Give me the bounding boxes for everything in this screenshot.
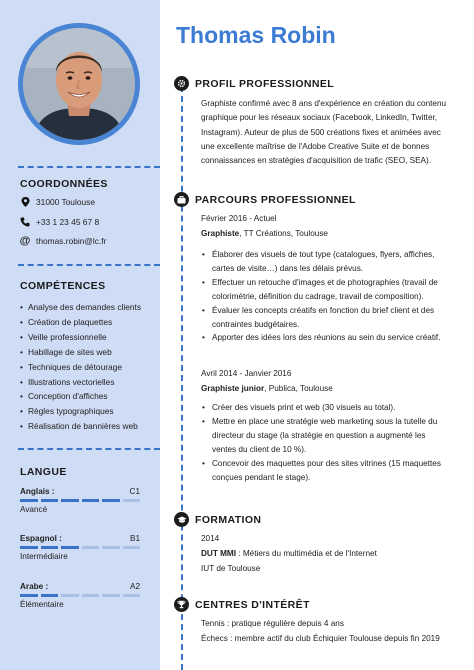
sidebar-divider: [18, 166, 160, 168]
skills-list: [20, 300, 141, 434]
language-level-segment: [61, 546, 79, 549]
language-level: Intermédiaire: [20, 552, 68, 561]
skill-item: • Veille professionnelle: [20, 330, 141, 345]
language-level-segment: [41, 594, 59, 597]
language-level-segment: [102, 546, 120, 549]
language-level-segment: [20, 546, 38, 549]
interest-item: Échecs : membre actif du club Échiquier Toulouse depuis fin 2019: [201, 634, 440, 643]
skill-item: • Règles typographiques: [20, 404, 141, 419]
skill-item: • Analyse des demandes clients: [20, 300, 141, 315]
job-company: , Publica, Toulouse: [264, 384, 333, 393]
skill-item: • Habillage de sites web: [20, 345, 141, 360]
language-level-segment: [20, 594, 38, 597]
skill-item: • Techniques de détourage: [20, 360, 141, 375]
contact-email[interactable]: [20, 236, 106, 246]
contact-city-text: 31000 Toulouse: [36, 197, 95, 207]
language-level-bar: [20, 594, 140, 597]
contact-email-text[interactable]: thomas.robin@lc.fr: [36, 236, 107, 246]
at-sign-icon: @: [19, 235, 31, 247]
profile-text: Graphiste confirmé avec 8 ans d'expérience en création du contenu graphique pour les réseaux sociaux (Facebook, LinkedIn, Twitter, Instagram). Auteur de plus de 500 créations fixes et animées avec une excellente maîtrise de l'Adobe Creative Suite et de bonnes connaissances en stratégies d'acquisition de trafic (SEO, SEA).: [201, 99, 447, 166]
language-item: [20, 487, 140, 514]
language-level-segment: [61, 594, 79, 597]
phone-icon: [20, 217, 30, 227]
language-name: Arabe :: [20, 582, 49, 591]
skill-item: • Conception d'affiches: [20, 389, 141, 404]
job-bullet: • Élaborer des visuels de tout type (catalogues, flyers, affiches, cartes de visite…) dans les délais prévus.: [201, 248, 451, 276]
profile-photo: [23, 28, 135, 140]
job-bullet: • Effectuer un retouche d'images et de photographies (travail de colorimétrie, définition du cadrage, travail de composition).: [201, 276, 451, 304]
language-level: Avancé: [20, 505, 48, 514]
location-pin-icon: [20, 197, 30, 207]
skill-item: • Création de plaquettes: [20, 315, 141, 330]
job-role: Graphiste junior: [201, 384, 265, 393]
candidate-name: Thomas Robin: [176, 22, 336, 48]
language-level-bar: [20, 546, 140, 549]
gear-icon: [174, 76, 189, 91]
language-level-segment: [82, 499, 100, 502]
job-bullet: • Apporter des idées lors des réunions au sein du service créatif.: [201, 331, 451, 345]
job-company: , TT Créations, Toulouse: [239, 229, 328, 238]
job-header: [201, 382, 453, 396]
education-year: 2014: [201, 534, 220, 543]
trophy-icon: [174, 597, 189, 612]
interests-title: CENTRES D'INTÉRÊT: [195, 599, 310, 611]
sidebar-divider: [18, 448, 160, 450]
contact-title: COORDONNÉES: [20, 178, 108, 190]
sidebar: [0, 0, 160, 670]
contact-phone-text: +33 1 23 45 67 8: [36, 217, 100, 227]
sidebar-divider: [18, 264, 160, 266]
language-item: [20, 582, 140, 609]
education-degree-line: [201, 547, 453, 561]
language-level-segment: [123, 594, 141, 597]
job-dates: Février 2016 - Actuel: [201, 214, 277, 223]
contact-phone: [20, 217, 99, 227]
briefcase-icon: [174, 192, 189, 207]
job-bullet: • Créer des visuels print et web (30 visuels au total).: [201, 401, 451, 415]
language-level-segment: [61, 499, 79, 502]
education-field: : Métiers du multimédia et de l'Internet: [236, 549, 377, 558]
job-header: [201, 227, 453, 241]
job-bullets: [201, 248, 451, 345]
job-dates: Avril 2014 - Janvier 2016: [201, 369, 292, 378]
contact-city: [20, 197, 95, 207]
interest-item: Tennis : pratique régulière depuis 4 ans: [201, 619, 344, 628]
profile-title: PROFIL PROFESSIONNEL: [195, 78, 335, 90]
language-level: Élémentaire: [20, 600, 64, 609]
education-title: FORMATION: [195, 514, 262, 526]
skill-item: • Réalisation de bannières web: [20, 419, 141, 434]
language-level-segment: [41, 546, 59, 549]
graduation-cap-icon: [174, 512, 189, 527]
skills-title: COMPÉTENCES: [20, 280, 106, 292]
languages-title: LANGUE: [20, 466, 67, 478]
language-code: A2: [129, 582, 140, 591]
job-bullet: • Mettre en place une stratégie web marketing sous la tutelle du directeur du stage (la stratégie en question a augmenté les ventes du client de 10 %).: [201, 415, 451, 457]
language-level-segment: [41, 499, 59, 502]
education-degree: DUT MMI: [201, 549, 237, 558]
job-role: Graphiste: [201, 229, 240, 238]
language-name: Anglais :: [20, 487, 55, 496]
language-item: [20, 534, 140, 561]
skill-item: • Illustrations vectorielles: [20, 375, 141, 390]
language-code: B1: [129, 534, 140, 543]
job-bullets: [201, 401, 451, 484]
language-level-segment: [123, 499, 141, 502]
experience-title: PARCOURS PROFESSIONNEL: [195, 194, 356, 206]
job-bullet: • Concevoir des maquettes pour des sites vitrines (15 maquettes conçues pendant le stage).: [201, 457, 451, 485]
language-level-segment: [20, 499, 38, 502]
language-level-segment: [102, 499, 120, 502]
education-school: IUT de Toulouse: [201, 564, 261, 573]
timeline-line: [181, 86, 183, 670]
language-name: Espagnol :: [20, 534, 62, 543]
language-level-segment: [82, 546, 100, 549]
language-level-segment: [102, 594, 120, 597]
language-code: C1: [129, 487, 140, 496]
job-bullet: • Évaluer les concepts créatifs en fonction du brief client et des contraintes budgétaires.: [201, 304, 451, 332]
language-level-segment: [123, 546, 141, 549]
language-level-bar: [20, 499, 140, 502]
portrait-image: [23, 28, 135, 140]
profile-photo-frame: [18, 23, 140, 145]
language-level-segment: [82, 594, 100, 597]
